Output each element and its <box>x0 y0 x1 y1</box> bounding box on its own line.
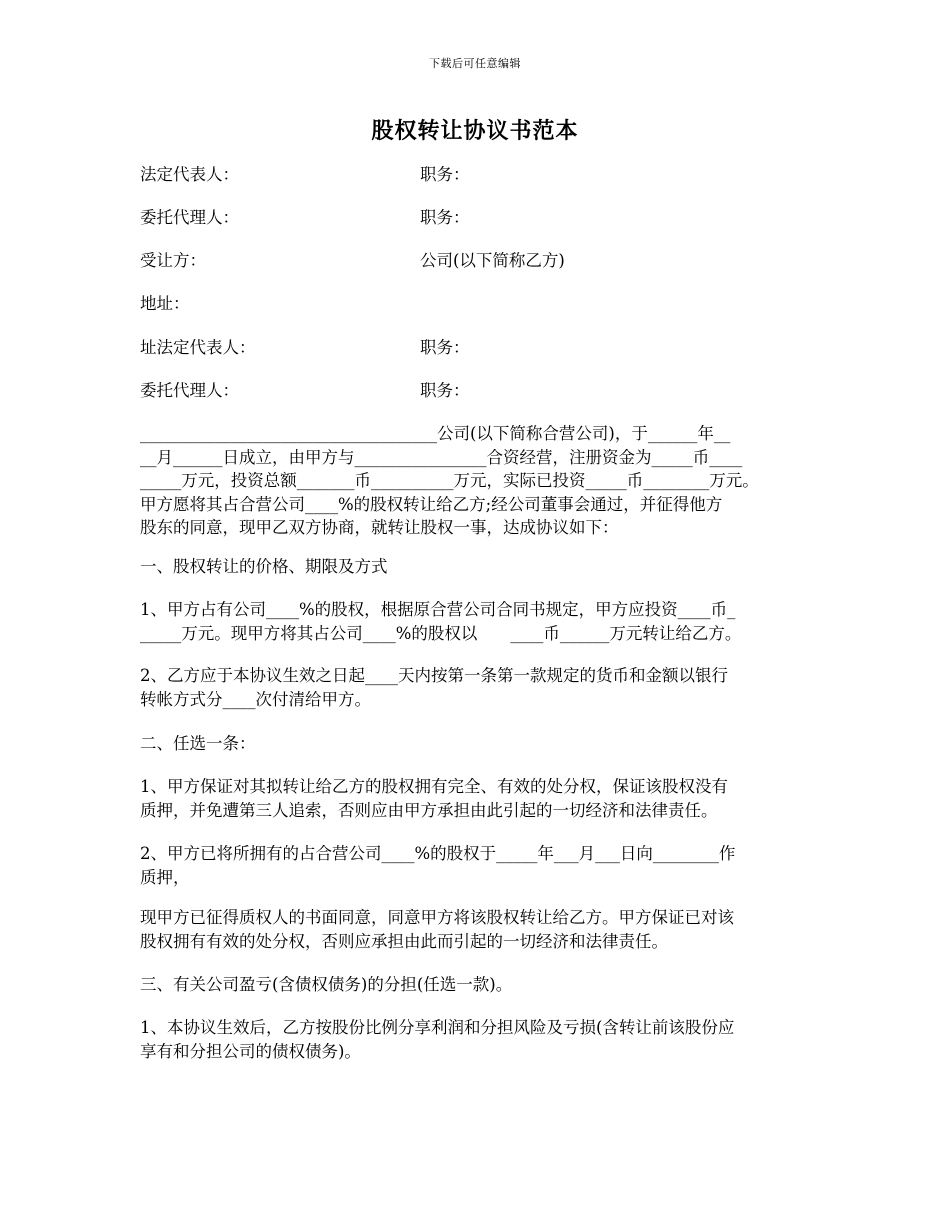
field-value: 职务： <box>420 338 470 357</box>
field-row-agent <box>140 206 840 230</box>
text-line: __月______日成立，由甲方与________________合资经营，注册资金为_____币____ <box>140 447 743 467</box>
field-label: 地址： <box>140 294 190 313</box>
field-label: 委托代理人： <box>140 381 239 400</box>
text-line: 甲方愿将其占合营公司____%的股权转让给乙方;经公司董事会通过，并征得他方 <box>140 494 723 514</box>
section-heading-1 <box>140 555 830 579</box>
text-line: 质押，并免遭第三人追索，否则应由甲方承担由此引起的一切经济和法律责任。 <box>140 800 718 820</box>
field-label: 委托代理人： <box>140 208 239 227</box>
text-line: 2、甲方已将所拥有的占合营公司____%的股权于_____年___月___日向________作 <box>140 844 736 863</box>
field-row-agent-2 <box>140 379 840 403</box>
text-line: 2、乙方应于本协议生效之日起____天内按第一条第一款规定的货币和金额以银行 <box>140 666 728 685</box>
text-line: 享有和分担公司的债权债务)。 <box>140 1041 361 1061</box>
section-heading-2 <box>140 732 830 756</box>
text-line: 1、甲方保证对其拟转让给乙方的股权拥有完全、有效的处分权，保证该股权没有 <box>140 777 728 796</box>
document-title: 股权转让协议书范本 <box>371 118 579 144</box>
paragraph-clause-1-2 <box>140 664 830 711</box>
header-note: 下载后可任意编辑 <box>429 57 521 70</box>
text-line: 现甲方已征得质权人的书面同意，同意甲方将该股权转让给乙方。甲方保证已对该 <box>140 908 734 927</box>
text-line: 三、有关公司盈亏(含债权债务)的分担(任选一款)。 <box>140 975 513 994</box>
paragraph-clause-1-1 <box>140 598 830 645</box>
field-label: 址法定代表人： <box>140 338 256 357</box>
text-line: 二、任选一条： <box>140 734 256 753</box>
paragraph-clause-2-2-cont <box>140 906 830 953</box>
field-label: 受让方： <box>140 251 206 270</box>
field-row-transferee <box>140 249 840 273</box>
text-line: ____________________________________公司(以下简称合营公司)，于______年__ <box>140 424 731 443</box>
field-row-legal-rep-2 <box>140 336 840 360</box>
text-line: 一、股权转让的价格、期限及方式 <box>140 557 388 576</box>
text-line: 质押， <box>140 867 190 887</box>
field-row-address <box>140 292 840 316</box>
field-value: 职务： <box>420 381 470 400</box>
paragraph-clause-3-1 <box>140 1016 830 1063</box>
text-line: _____万元，投资总额_______币__________万元，实际已投资_____币________万元。 <box>140 471 759 490</box>
paragraph-clause-2-1 <box>140 775 830 822</box>
text-line: 1、本协议生效后，乙方按股份比例分享利润和分担风险及亏损(含转让前该股份应 <box>140 1018 735 1037</box>
text-line: 股权拥有有效的处分权，否则应承担由此而引起的一切经济和法律责任。 <box>140 931 668 951</box>
text-line: 转帐方式分____次付清给甲方。 <box>140 689 371 709</box>
field-value: 职务： <box>420 208 470 227</box>
text-line: 股东的同意，现甲乙双方协商，就转让股权一事，达成协议如下： <box>140 518 619 537</box>
paragraph-preamble <box>140 422 830 540</box>
field-label: 法定代表人： <box>140 165 239 184</box>
paragraph-clause-2-2 <box>140 842 830 889</box>
text-line: 1、甲方占有公司____%的股权，根据原合营公司合同书规定，甲方应投资____币_ <box>140 600 736 619</box>
text-line: _____万元。现甲方将其占公司____%的股权以 ____币______万元转让给乙方。 <box>140 623 742 643</box>
section-heading-3 <box>140 973 830 997</box>
field-value: 职务： <box>420 165 470 184</box>
field-value: 公司(以下简称乙方) <box>420 251 565 270</box>
field-row-legal-rep <box>140 163 840 187</box>
